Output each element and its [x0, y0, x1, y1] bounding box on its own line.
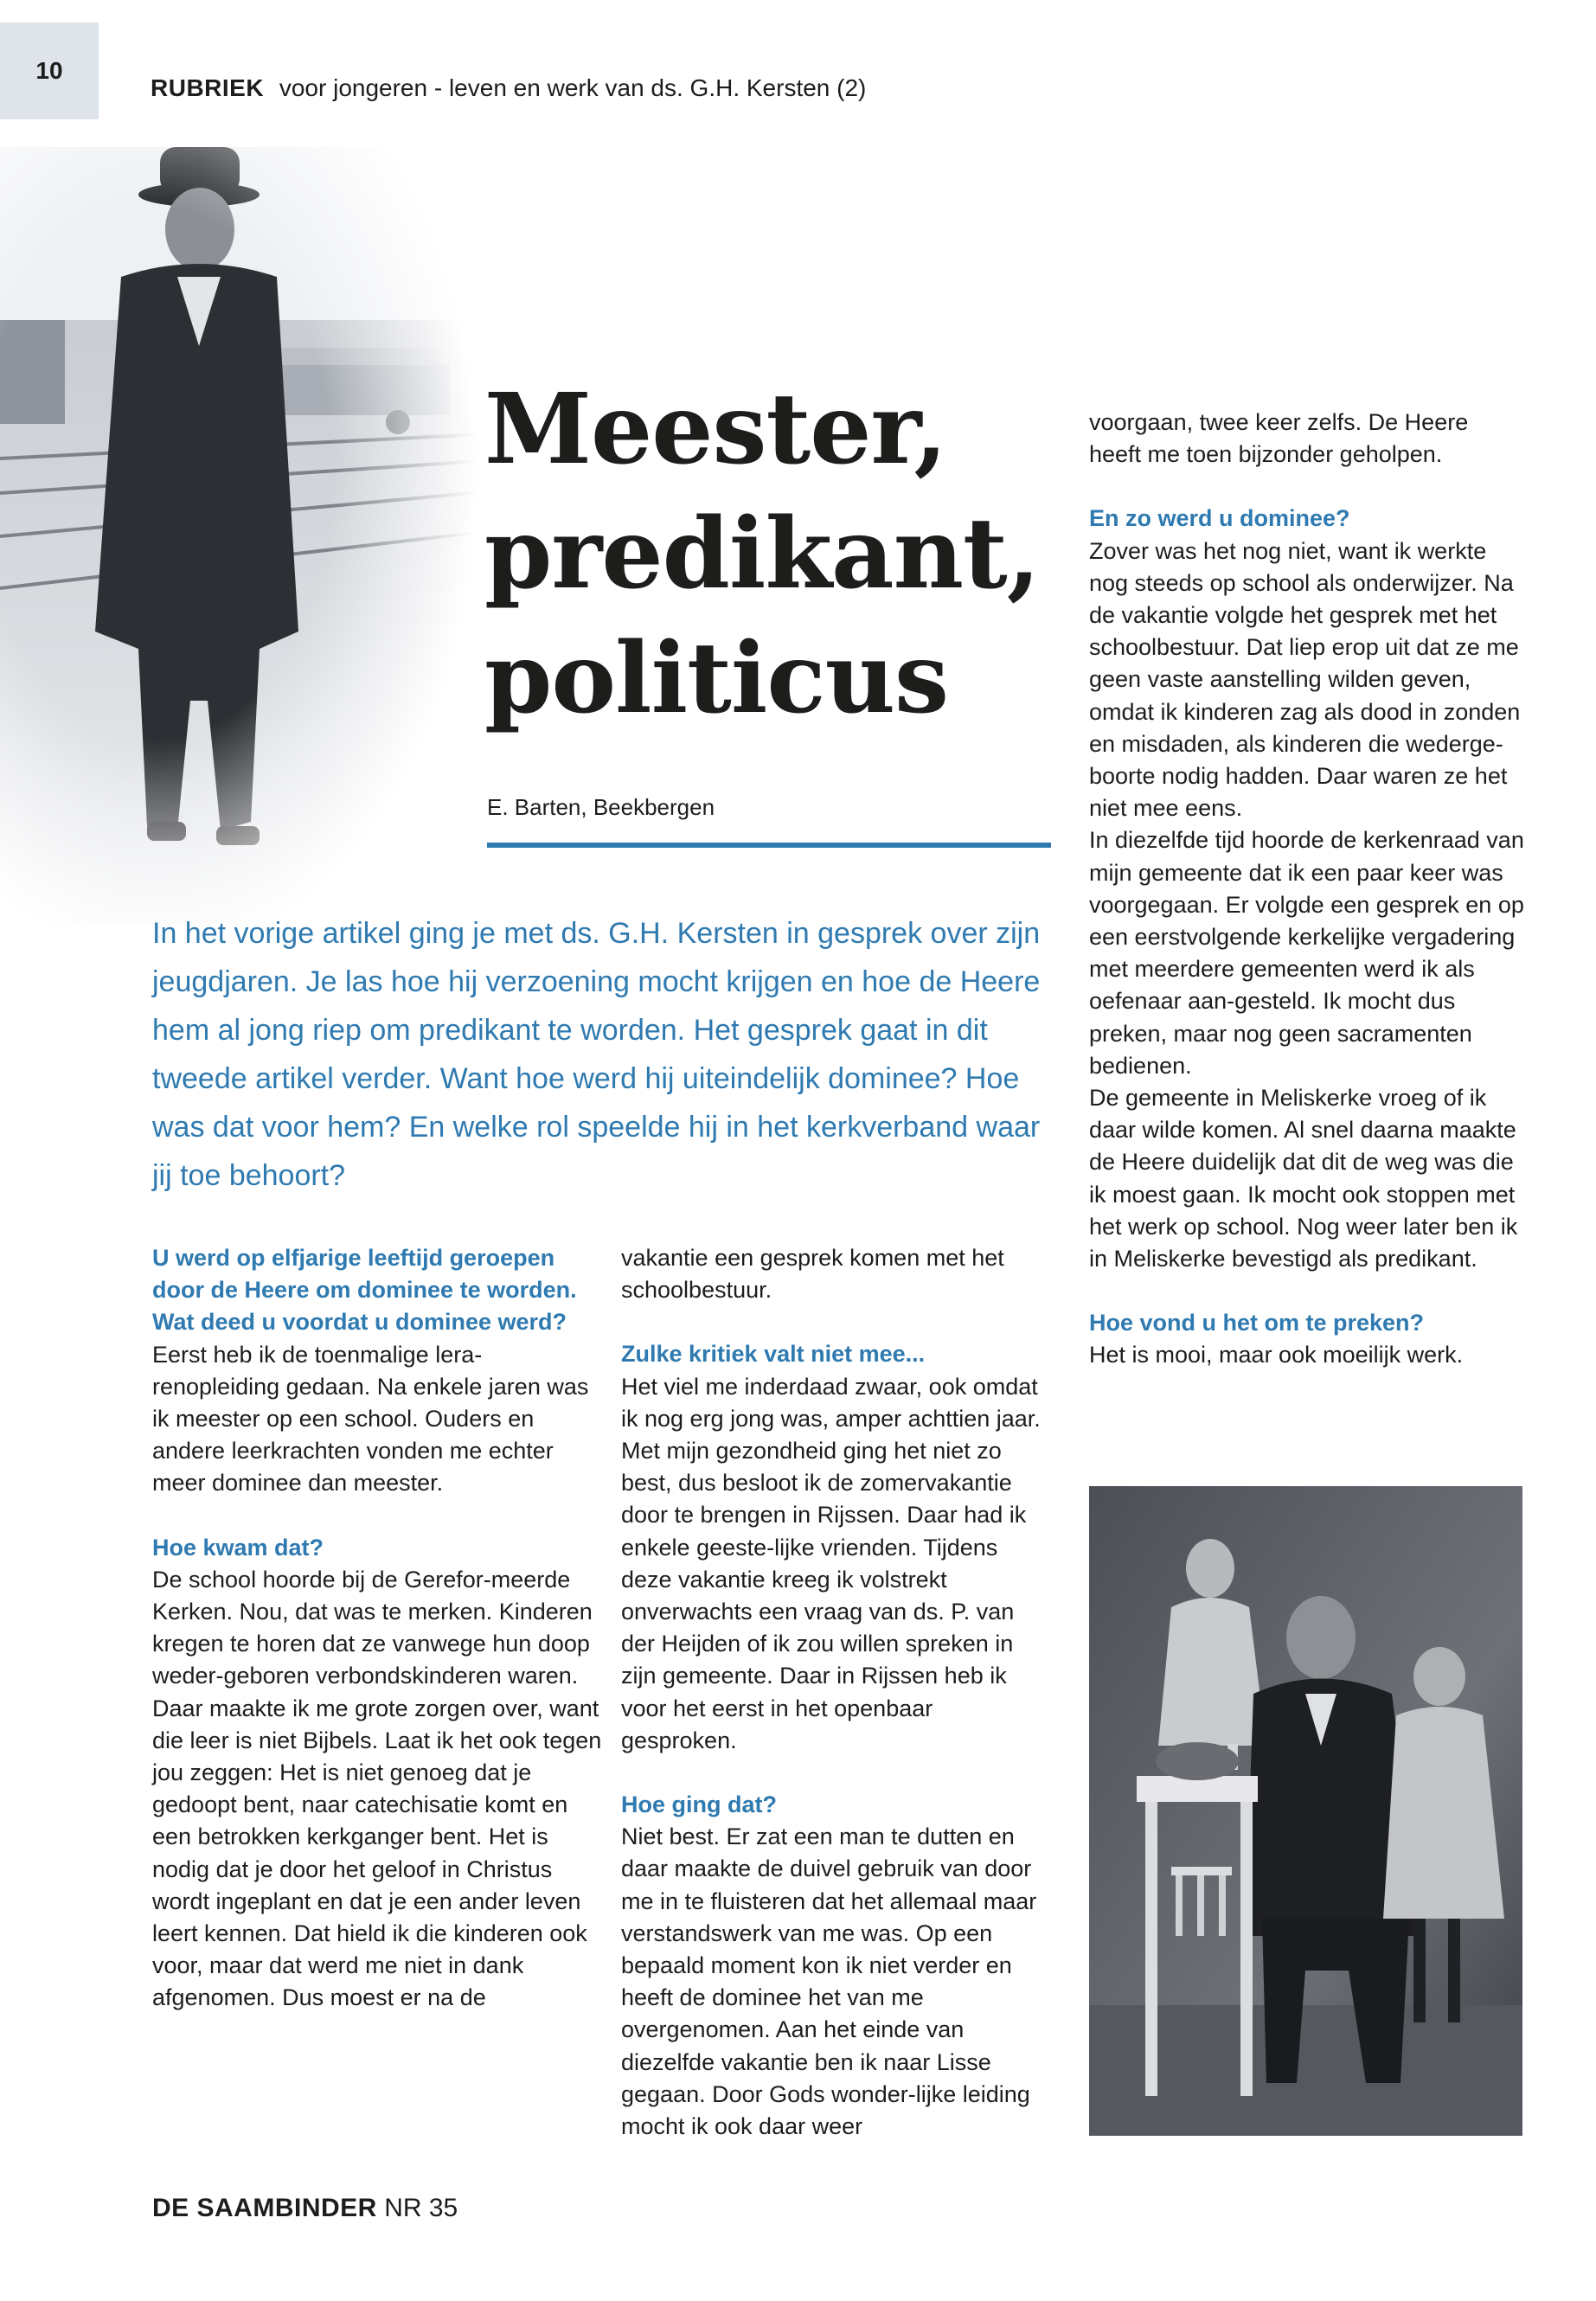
article-title [484, 368, 1055, 741]
rubric-subtitle: voor jongeren - leven en werk van ds. G.H. Kersten (2) [279, 74, 867, 101]
page-footer [152, 2194, 458, 2223]
interview-answer: Het is mooi, maar ook moeilijk werk. [1089, 1342, 1464, 1368]
qa-block [152, 1532, 602, 2015]
interview-question: Zulke kritiek valt niet mee... [621, 1341, 926, 1368]
qa-block [621, 1338, 1054, 1757]
portrait-photo-station [0, 147, 519, 926]
title-line: predikant, [484, 497, 1040, 611]
qa-block [1089, 407, 1526, 471]
article-intro: In het vorige artikel ging je met ds. G.H. Kersten in gesprek over zijn jeugdjaren. Je las hoe hij verzoening mocht krijgen en hoe de Heere hem al jong riep om predikant te worden. Het gesprek gaat in dit tweede artikel verder. Want hoe werd hij uiteindelijk dominee? Hoe was dat voor hem? En welke rol speelde hij in het kerkverband waar jij toe behoort? [152, 917, 1041, 1192]
title-line: Meester, [484, 373, 947, 486]
qa-block [1089, 824, 1526, 1082]
rubric-label: RUBRIEK [151, 74, 265, 101]
family-portrait-photo [1089, 1486, 1522, 2136]
qa-block [152, 1242, 602, 1500]
interview-answer: De gemeente in Meliskerke vroeg of ik daar wilde komen. Al snel daarna maakte de Heere duidelijk dat dit de weg was die ik moest gaan. Ik mocht ook stoppen met het werk op school. Nog weer later ben ik in Meliskerke bevestigd als predikant. [1089, 1085, 1518, 1272]
interview-question: U werd op elfjarige leeftijd geroepen door de Heere om dominee te worden. Wat deed u voordat u dominee werd? [152, 1245, 577, 1336]
interview-question: Hoe vond u het om te preken? [1089, 1310, 1425, 1336]
magazine-name: DE SAAMBINDER [152, 2194, 377, 2222]
qa-block [1089, 503, 1526, 824]
qa-block [621, 1242, 1054, 1306]
interview-question: Hoe kwam dat? [152, 1534, 324, 1561]
interview-answer: Het viel me inderdaad zwaar, ook omdat ik nog erg jong was, amper achttien jaar. Met mijn gezondheid ging het niet zo best, dus besloot ik de zomervakantie door te brengen in Rijssen. Daar had ik enkele geeste-lijke vrienden. Tijdens deze vakantie kreeg ik volstrekt onverwachts een vraag van ds. P. van der Heijden of ik zou willen spreken in zijn gemeente. Daar in Rijssen heb ik voor het eerst in het openbaar gesproken. [621, 1373, 1041, 1753]
article-author: E. Barten, Beekbergen [487, 794, 715, 820]
interview-question: Hoe ging dat? [621, 1791, 777, 1818]
interview-answer: Zover was het nog niet, want ik werkte nog steeds op school als onderwijzer. Na de vakantie volgde het gesprek met het schoolbestuur. Dat liep erop uit dat ze me geen vaste aanstelling wilden geven, omdat ik kinderen zag als dood in zonden en misdaden, als kinderen die wederge-boorte nodig hadden. Daar waren ze het niet mee eens. [1089, 537, 1521, 822]
interview-answer: Niet best. Er zat een man te dutten en daar maakte de duivel gebruik van door me in te fluisteren dat het allemaal maar verstandswerk van me was. Op een bepaald moment kon ik niet verder en heeft de dominee het van me overgenomen. Aan het einde van diezelfde vakantie ben ik naar Lisse gegaan. Door Gods wonder-lijke leiding mocht ik ook daar weer [621, 1823, 1037, 2140]
rubric-header [151, 74, 866, 102]
interview-answer: vakantie een gesprek komen met het schoolbestuur. [621, 1245, 1004, 1304]
text-column-3 [1089, 407, 1526, 1404]
title-divider [487, 843, 1051, 848]
interview-question: En zo werd u dominee? [1089, 505, 1350, 532]
text-column-1 [152, 1242, 602, 2047]
interview-answer: De school hoorde bij de Gerefor-meerde Kerken. Nou, dat was te merken. Kinderen kregen te horen dat ze vanwege hun doop weder-geboren verbondskinderen waren. Daar maakte ik me grote zorgen over, want die leer is niet Bijbels. Laat ik het ook tegen jou zeggen: Het is niet genoeg dat je gedoopt bent, naar catechisatie komt en een betrokken kerkganger bent. Het is nodig dat je door het geloof in Christus wordt ingeplant en dat je een ander leven leert kennen. Dat hield ik die kinderen ook voor, maar dat werd me niet in dank afgenomen. Dus moest er na de [152, 1566, 602, 2011]
qa-block [1089, 1307, 1526, 1371]
qa-block [1089, 1082, 1526, 1275]
qa-block [621, 1789, 1054, 2143]
title-line: politicus [484, 622, 949, 735]
interview-answer: voorgaan, twee keer zelfs. De Heere heeft me toen bijzonder geholpen. [1089, 409, 1469, 468]
interview-answer: Eerst heb ik de toenmalige lera-renopleiding gedaan. Na enkele jaren was ik meester op een school. Ouders en andere leerkrachten vonden me echter meer dominee dan meester. [152, 1341, 589, 1497]
issue-number: NR 35 [384, 2194, 458, 2222]
page-number: 10 [0, 22, 99, 119]
text-column-2 [621, 1242, 1054, 2175]
interview-answer: In diezelfde tijd hoorde de kerkenraad van mijn gemeente dat ik een paar keer was voorgegaan. Er volgde een gesprek en op een eerstvolgende kerkelijke vergadering met meerdere gemeenten werd ik als oefenaar aan-gesteld. Ik mocht dus preken, maar nog geen sacramenten bedienen. [1089, 827, 1524, 1079]
